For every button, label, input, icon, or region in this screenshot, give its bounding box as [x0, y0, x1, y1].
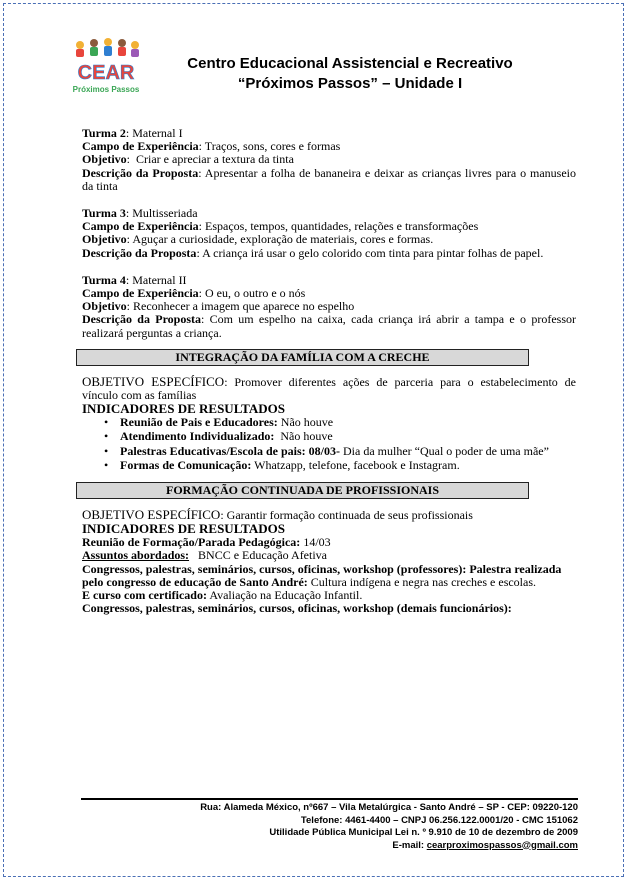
curso-label: E curso com certificado:	[82, 588, 207, 603]
objetivo-value: Aguçar a curiosidade, exploração de materiais, cores e formas.	[132, 232, 434, 247]
turma-block: Turma 4: Maternal II Campo de Experiência: O eu, o outro e o nós Objetivo: Reconhecer a imagem que aparece no espelho Descrição da Proposta: Com um espelho na caixa, cada criança irá abrir a tampa e o professor realizará perguntas a criança.	[82, 272, 576, 340]
turma-label: Turma 2	[82, 126, 126, 140]
campo-value: Traços, sons, cores e formas	[204, 139, 341, 154]
list-item: • Palestras Educativas/Escola de pais: 08/03- Dia da mulher “Qual o poder de uma mãe”	[120, 445, 576, 458]
footer-email: E-mail: cearproximospassos@gmail.com	[392, 839, 578, 851]
cear-logo	[66, 37, 146, 97]
campo-value: Espaços, tempos, quantidades, relações e transformações	[205, 219, 479, 234]
descricao-label: Descrição da Proposta	[82, 312, 202, 327]
descricao-label: Descrição da Proposta	[82, 245, 197, 260]
formacao-objetivo-value: Garantir formação continuada de seus profissionais	[226, 508, 473, 523]
familia-indicadores-list	[82, 416, 576, 472]
email-link[interactable]: cearproximospassos@gmail.com	[426, 839, 578, 851]
turma-value: Multisseriada	[132, 206, 198, 221]
list-item: • Formas de Comunicação: Whatzapp, telefone, facebook e Instagram.	[120, 459, 576, 472]
campo-value: O eu, o outro e o nós	[205, 286, 306, 301]
header-title-line1: Centro Educacional Assistencial e Recreativo	[187, 55, 513, 72]
familia-objetivo-label: OBJETIVO ESPECÍFICO	[82, 373, 225, 389]
footer	[81, 802, 578, 852]
familia-objetivo-value: Promover diferentes ações de parceria para o estabelecimento de vínculo com as famílias	[82, 374, 576, 403]
objetivo-value: Reconhecer a imagem que aparece no espelho	[133, 299, 355, 314]
logo-subtext: Próximos Passos	[72, 85, 140, 94]
turma-label: Turma 3	[82, 206, 126, 221]
congressos2-label: Congressos, palestras, seminários, cursos, oficinas, workshop (demais funcionários):	[82, 601, 512, 616]
familia-section: OBJETIVO ESPECÍFICO: Promover diferentes ações de parceria para o estabelecimento de vínculo com as famílias INDICADORES DE RESULTADOS • Reunião de Pais e Educadores: Não houve • Atendimento Individualizado: Não houve • Palestras Educativas/Escola de pais: 08/03- Dia da mulher “Qual o poder de uma mãe” • Formas de Comunicação: Whatzapp, telefone, facebook e Instagram.	[82, 375, 576, 472]
formacao-objetivo-label: OBJETIVO ESPECÍFICO	[82, 507, 221, 523]
footer-phone: Telefone: 4461-4400 – CNPJ 06.256.122.0001/20 - CMC 151062	[300, 814, 578, 826]
descricao-value: Apresentar a folha de bananeira e deixar as crianças livres para o manuseio da tinta	[82, 165, 577, 193]
curso-value: Avaliação na Educação Infantil.	[209, 588, 363, 603]
familia-indicadores: INDICADORES DE RESULTADOS	[82, 401, 285, 417]
turma-block: Turma 2: Maternal I Campo de Experiência: Traços, sons, cores e formas Objetivo: Criar e apreciar a textura da tinta Descrição da Proposta: Apresentar a folha de bananeira e deixar as crianças livres para o manuseio da tinta	[82, 126, 577, 193]
descricao-label: Descrição da Proposta	[82, 165, 199, 180]
turma-block: Turma 3: Multisseriada Campo de Experiência: Espaços, tempos, quantidades, relações e transformações Objetivo: Aguçar a curiosidade, exploração de materiais, cores e formas. Descrição da Proposta: A criança irá usar o gelo colorido com tinta para pintar folhas de papel.	[82, 206, 544, 260]
header-title	[150, 54, 550, 94]
objetivo-label: Objetivo	[82, 152, 127, 167]
familia-section-heading: INTEGRAÇÃO DA FAMÍLIA COM A CRECHE	[76, 349, 529, 366]
footer-address: Rua: Alameda México, nº667 – Vila Metalúrgica - Santo André – SP - CEP: 09220-120	[200, 802, 578, 813]
descricao-value: Com um espelho na caixa, cada criança irá abrir a tampa e o professor realizará perguntas a criança.	[82, 312, 576, 340]
congressos-value: Cultura indígena e negra nas creches e escolas.	[310, 574, 537, 589]
formacao-indicadores: INDICADORES DE RESULTADOS	[82, 521, 285, 537]
list-item: • Atendimento Individualizado: Não houve	[120, 430, 576, 443]
objetivo-value: Criar e apreciar a textura da tinta	[136, 152, 294, 167]
logo-figures-icon	[76, 38, 139, 57]
footer-divider	[81, 798, 578, 800]
reuniao-value: 14/03	[303, 535, 331, 550]
campo-label: Campo de Experiência	[82, 286, 199, 301]
turma-label: Turma 4	[82, 272, 126, 287]
turma-value: Maternal I	[132, 126, 183, 140]
logo-text: CEAR	[77, 62, 135, 84]
turma-value: Maternal II	[132, 272, 187, 287]
descricao-value: A criança irá usar o gelo colorido com tinta para pintar folhas de papel.	[202, 245, 544, 260]
campo-label: Campo de Experiência	[82, 139, 199, 154]
assuntos-value: BNCC e Educação Afetiva	[198, 548, 328, 563]
reuniao-label: Reunião de Formação/Parada Pedagógica:	[82, 535, 301, 550]
report-content	[82, 127, 576, 615]
list-item: • Reunião de Pais e Educadores: Não houve	[120, 416, 576, 429]
header-title-line2: “Próximos Passos” – Unidade I	[237, 75, 463, 92]
objetivo-label: Objetivo	[82, 299, 127, 314]
formacao-section-heading: FORMAÇÃO CONTINUADA DE PROFISSIONAIS	[76, 482, 529, 499]
formacao-section: OBJETIVO ESPECÍFICO: Garantir formação continuada de seus profissionais INDICADORES DE RESULTADOS Reunião de Formação/Parada Pedagógica: 14/03 Assuntos abordados: BNCC e Educação Afetiva Congressos, palestras, seminários, cursos, oficinas, workshop (professores): Palestra realizada pelo congresso de educação de Santo André: Cultura indígena e negra nas creches e escolas. E curso com certificado: Avaliação na Educação Infantil. Congressos, palestras, seminários, cursos, oficinas, workshop (demais funcionários):	[82, 508, 576, 615]
assuntos-label: Assuntos abordados:	[82, 548, 190, 563]
objetivo-label: Objetivo	[82, 232, 127, 247]
footer-law: Utilidade Pública Municipal Lei n. º 9.910 de 10 de dezembro de 2009	[269, 827, 578, 838]
congressos-label: Congressos, palestras, seminários, cursos, oficinas, workshop (professores): Palestra realizada pelo congresso de educação de Santo André:	[82, 561, 562, 589]
campo-label: Campo de Experiência	[82, 219, 199, 234]
